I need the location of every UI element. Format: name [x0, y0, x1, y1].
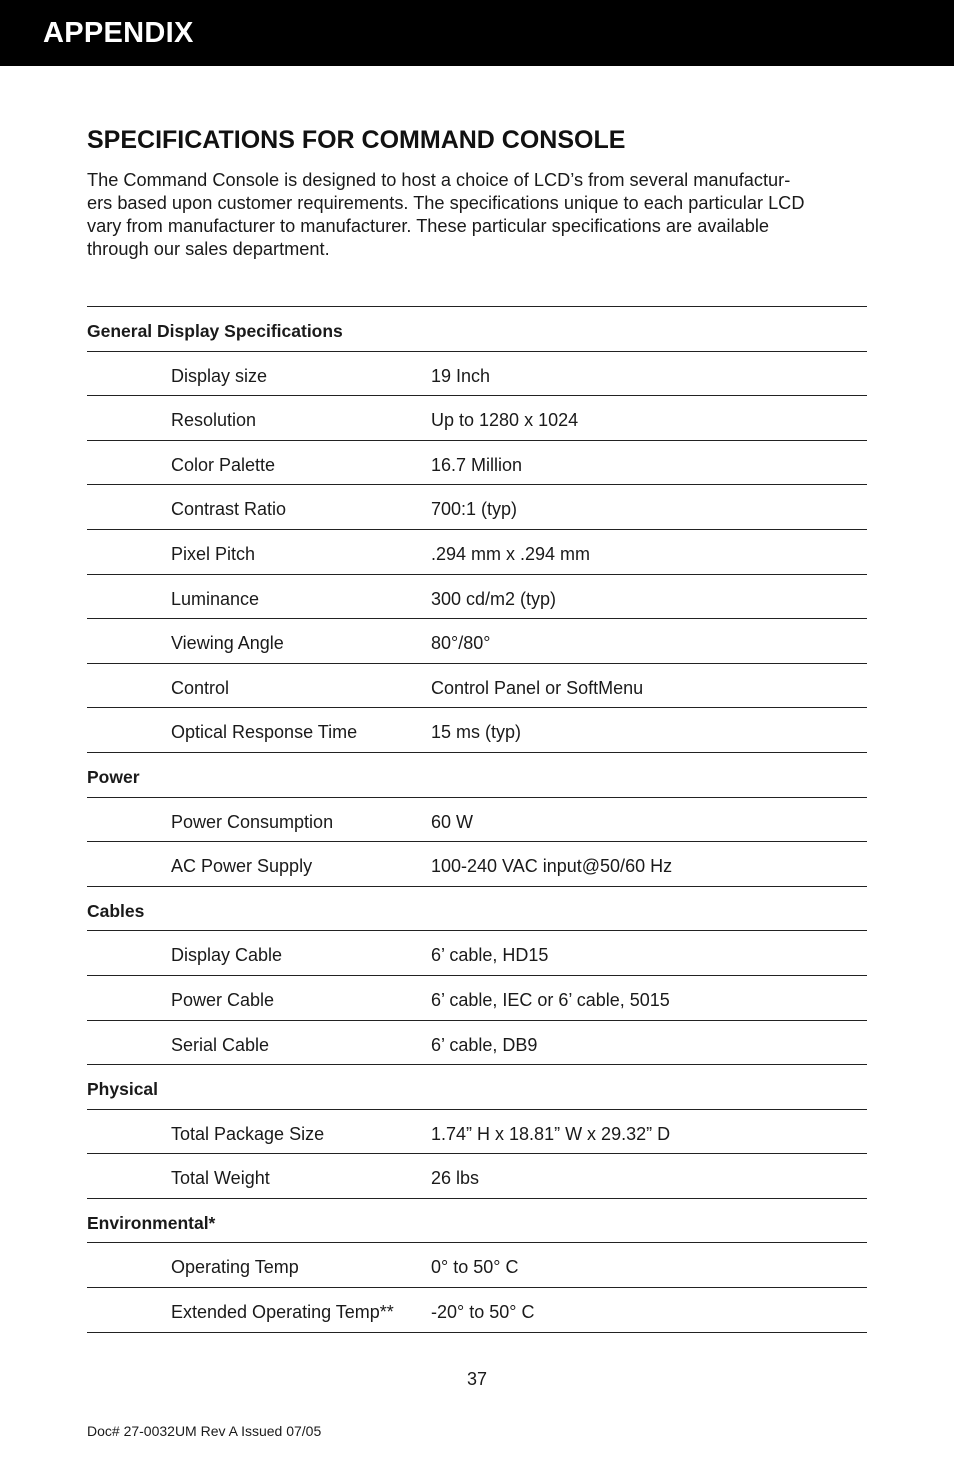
spec-row	[87, 1243, 867, 1288]
spec-value: Up to 1280 x 1024	[431, 410, 579, 431]
spec-value: .294 mm x .294 mm	[431, 543, 591, 564]
spec-row	[87, 396, 867, 441]
spec-value: 15 ms (typ)	[431, 722, 522, 743]
spec-label: Pixel Pitch	[171, 543, 256, 564]
spec-label: Luminance	[171, 588, 260, 609]
spec-value: -20° to 50° C	[431, 1302, 535, 1323]
spec-row	[87, 798, 867, 843]
spec-label: AC Power Supply	[171, 856, 313, 877]
spec-row	[87, 485, 867, 530]
spec-label: Control	[171, 677, 230, 698]
spec-value: 6’ cable, IEC or 6’ cable, 5015	[431, 989, 670, 1010]
document-id: Doc# 27-0032UM Rev A Issued 07/05	[87, 1423, 322, 1439]
intro-paragraph	[87, 169, 877, 261]
intro-line: vary from manufacturer to manufacturer. These particular specifications are available	[87, 216, 770, 236]
spec-value: 1.74” H x 18.81” W x 29.32” D	[431, 1123, 671, 1144]
intro-line: The Command Console is designed to host a choice of LCD’s from several manufactur-	[87, 170, 791, 190]
spec-label: Operating Temp	[171, 1257, 299, 1278]
spec-label: Total Package Size	[171, 1123, 325, 1144]
specifications-table	[87, 306, 867, 1333]
spec-group-header	[87, 307, 867, 352]
spec-label: Power Cable	[171, 989, 275, 1010]
spec-row	[87, 931, 867, 976]
spec-label: Extended Operating Temp**	[171, 1302, 394, 1323]
spec-value: 60 W	[431, 811, 474, 832]
spec-label: Display size	[171, 365, 268, 386]
spec-label: Color Palette	[171, 454, 276, 475]
spec-label: Total Weight	[171, 1168, 270, 1189]
spec-value: 100-240 VAC input@50/60 Hz	[431, 856, 673, 877]
spec-row	[87, 1154, 867, 1199]
spec-row	[87, 575, 867, 620]
spec-row	[87, 1021, 867, 1066]
spec-row	[87, 441, 867, 486]
spec-value: Control Panel or SoftMenu	[431, 677, 644, 698]
spec-value: 300 cd/m2 (typ)	[431, 588, 557, 609]
spec-row	[87, 842, 867, 887]
spec-row	[87, 530, 867, 575]
spec-group-header	[87, 1199, 867, 1244]
spec-value: 700:1 (typ)	[431, 499, 518, 520]
intro-line: ers based upon customer requirements. The specifications unique to each particular LCD	[87, 193, 805, 213]
spec-row	[87, 976, 867, 1021]
banner-title: APPENDIX	[43, 17, 194, 49]
spec-label: Power Consumption	[171, 811, 334, 832]
spec-value: 26 lbs	[431, 1168, 480, 1189]
spec-group-label: Power	[87, 766, 140, 787]
spec-value: 0° to 50° C	[431, 1257, 519, 1278]
spec-row	[87, 1110, 867, 1155]
spec-row	[87, 1288, 867, 1333]
intro-line: through our sales department.	[87, 239, 330, 259]
spec-group-header	[87, 887, 867, 932]
spec-label: Display Cable	[171, 945, 283, 966]
spec-value: 6’ cable, DB9	[431, 1034, 538, 1055]
spec-group-label: General Display Specifications	[87, 321, 343, 341]
spec-group-label: Cables	[87, 900, 145, 921]
spec-label: Optical Response Time	[171, 722, 358, 743]
spec-group-label: Physical	[87, 1079, 159, 1100]
spec-value: 80°/80°	[431, 633, 491, 654]
spec-value: 16.7 Million	[431, 454, 523, 475]
spec-group-label: Environmental*	[87, 1212, 216, 1233]
spec-label: Resolution	[171, 410, 257, 431]
section-title: SPECIFICATIONS FOR COMMAND CONSOLE	[87, 126, 626, 154]
spec-label: Serial Cable	[171, 1034, 270, 1055]
spec-value: 19 Inch	[431, 365, 491, 386]
spec-group-header	[87, 1065, 867, 1110]
spec-row	[87, 619, 867, 664]
appendix-banner	[0, 0, 954, 66]
spec-group-header	[87, 753, 867, 798]
spec-value: 6’ cable, HD15	[431, 945, 549, 966]
spec-label: Contrast Ratio	[171, 499, 287, 520]
page-number: 37	[466, 1369, 488, 1389]
spec-row	[87, 664, 867, 709]
spec-row	[87, 352, 867, 397]
spec-label: Viewing Angle	[171, 633, 284, 654]
spec-row	[87, 708, 867, 753]
